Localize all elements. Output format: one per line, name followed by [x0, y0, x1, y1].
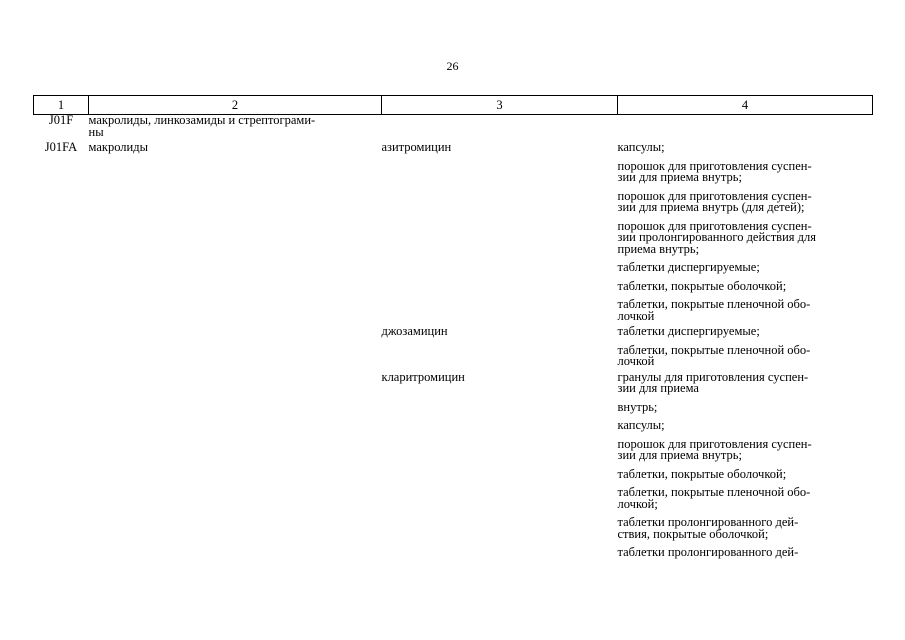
- drug-name-cell: [381, 369, 618, 563]
- dosage-form-item: капсулы;: [617, 418, 665, 432]
- drug-name: кларитромицин: [381, 369, 465, 384]
- atc-code-cell: [34, 326, 89, 372]
- dosage-form-item: таблетки диспергируемые;: [617, 324, 760, 338]
- dosage-form-item: порошок для приготовления суспен- зии пролонгированного действия для приема внутрь;: [617, 218, 816, 256]
- table-header: [34, 96, 873, 115]
- dosage-form-list: [617, 369, 873, 559]
- atc-code-cell: [34, 372, 89, 563]
- column-header-1: 1: [34, 96, 89, 115]
- dosage-form-item: таблетки диспергируемые;: [617, 260, 760, 274]
- table-row: [34, 142, 873, 326]
- dosage-form-item: порошок для приготовления суспен- зии для приема внутрь;: [617, 436, 812, 462]
- dosage-form-item: внутрь;: [617, 399, 658, 414]
- atc-code-cell: [34, 115, 89, 143]
- atc-name-cell: [89, 372, 382, 563]
- column-header-3: 3: [382, 96, 618, 115]
- drug-name-cell: [382, 115, 618, 143]
- drug-name-cell: [382, 142, 618, 326]
- dosage-form-list: [618, 326, 873, 368]
- dosage-form-item: таблетки, покрытые оболочкой;: [617, 278, 787, 293]
- dosage-form-item: таблетки, покрытые оболочкой;: [617, 466, 787, 481]
- table-row: [34, 372, 873, 563]
- dosage-form-item: таблетки, покрытые пленочной обо- лочкой: [617, 297, 811, 323]
- table-row: [34, 326, 873, 372]
- dosage-form-item: порошок для приготовления суспен- зии для приема внутрь;: [617, 158, 812, 184]
- dosage-forms-cell: [618, 142, 873, 326]
- atc-code-cell: [34, 142, 89, 326]
- atc-name-cell: [89, 142, 382, 326]
- column-header-4: 4: [618, 96, 873, 115]
- dosage-form-item: таблетки, покрытые пленочной обо- лочкой;: [617, 485, 811, 511]
- dosage-forms-cell: [618, 115, 873, 143]
- drug-name: джозамицин: [381, 324, 448, 338]
- atc-name-cell: [89, 326, 382, 372]
- drug-name-cell: [382, 326, 618, 372]
- atc-group-name: макролиды: [88, 140, 148, 154]
- dosage-form-item: капсулы;: [617, 140, 665, 154]
- dosage-forms-cell: [617, 369, 873, 563]
- dosage-form-item: таблетки пролонгированного дей- ствия, покрытые оболочкой;: [617, 515, 799, 541]
- column-header-2: 2: [89, 96, 382, 115]
- drug-table: [33, 95, 873, 563]
- atc-code: J01F: [48, 113, 74, 127]
- dosage-forms-cell: [618, 326, 873, 372]
- drug-name: азитромицин: [381, 140, 452, 154]
- table-row: [34, 115, 873, 143]
- atc-group-name: макролиды, линкозамиды и стрептограми- ны: [88, 113, 316, 139]
- dosage-form-item: гранулы для приготовления суспен- зии для приема: [617, 369, 809, 395]
- atc-code: J01FA: [44, 140, 78, 154]
- dosage-form-item: порошок для приготовления суспен- зии для приема внутрь (для детей);: [617, 188, 812, 214]
- dosage-form-list: [618, 142, 873, 322]
- page-number: 26: [446, 59, 459, 73]
- atc-name-cell: [89, 115, 382, 143]
- dosage-form-item: таблетки пролонгированного дей-: [617, 545, 799, 559]
- table-body: [34, 115, 873, 563]
- dosage-form-item: таблетки, покрытые пленочной обо- лочкой: [617, 342, 811, 368]
